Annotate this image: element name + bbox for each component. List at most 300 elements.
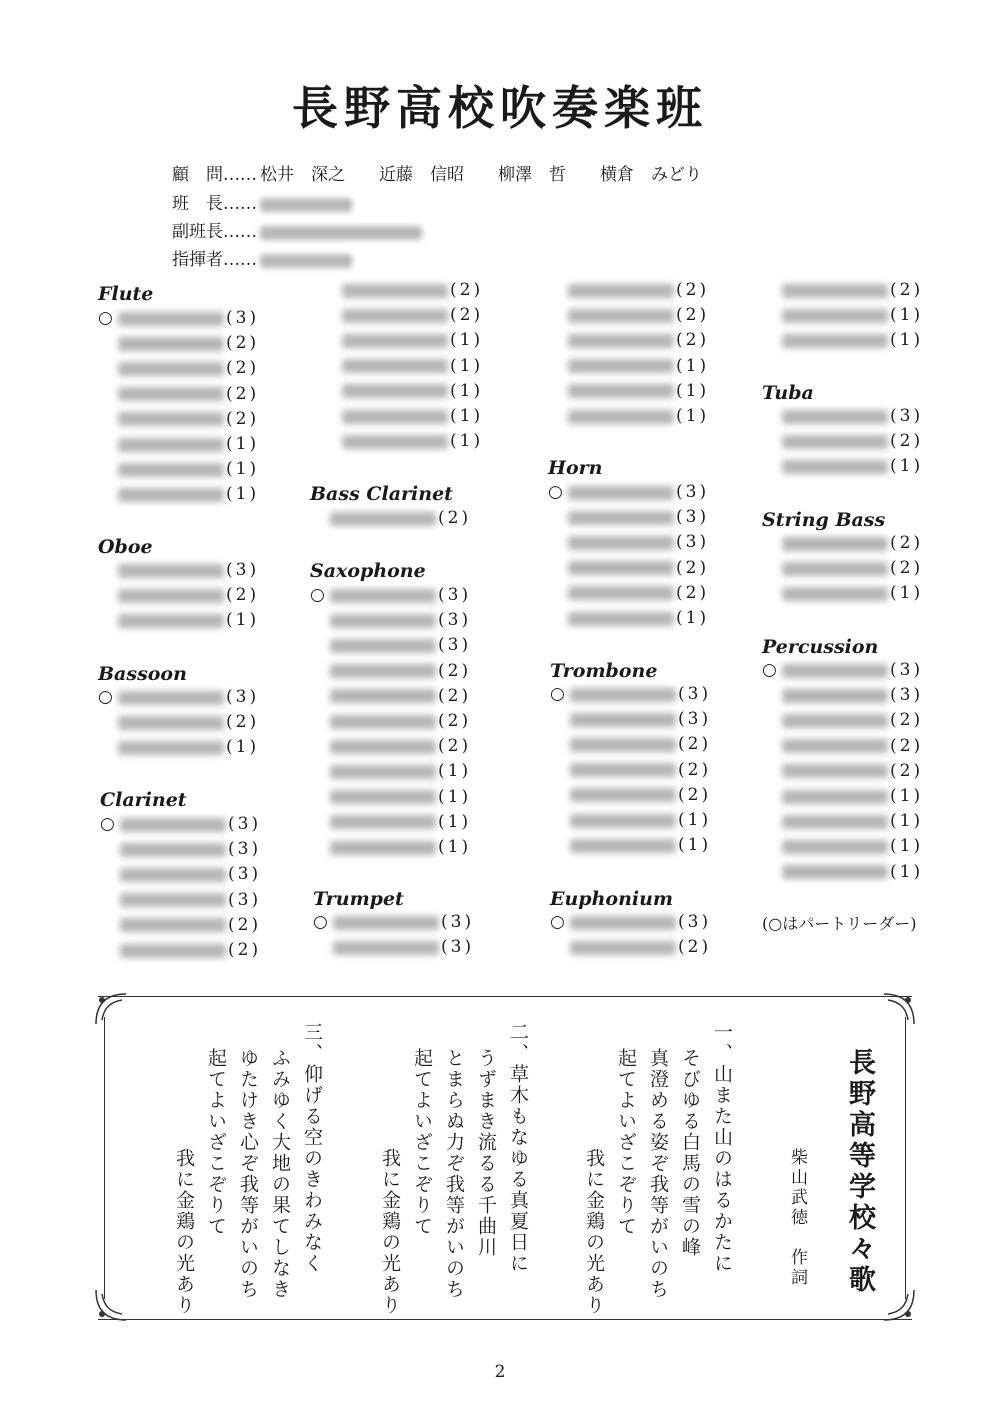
redacted-name: [570, 788, 676, 802]
member-year: (3): [226, 308, 260, 328]
redacted-name: [342, 284, 448, 298]
member-row: [550, 912, 711, 937]
redacted-name: [118, 614, 224, 628]
member-year: (2): [226, 358, 260, 379]
member-year: (1): [226, 434, 260, 454]
member-year: (2): [678, 937, 712, 958]
redacted-name: [782, 840, 888, 854]
member-year: (3): [226, 560, 260, 580]
section-heading: Tuba: [762, 382, 814, 404]
staff-names: [260, 165, 736, 185]
member-row: [550, 709, 711, 734]
member-row: [762, 862, 923, 887]
redacted-name: [330, 664, 436, 678]
member-year: (2): [678, 734, 712, 755]
verse-line: ゆたけき心ぞ我等がいのち: [237, 1048, 259, 1300]
member-year: (2): [438, 736, 472, 757]
member-year: (1): [676, 608, 710, 628]
member-year: (1): [890, 583, 924, 604]
member-row: [310, 585, 471, 610]
redacted-name: [782, 689, 888, 703]
corner-ornament-icon: [880, 990, 918, 1028]
member-year: (3): [228, 864, 262, 885]
redacted-name: [330, 512, 436, 526]
member-year: (3): [678, 709, 712, 730]
member-row: [762, 761, 923, 786]
part-leader-mark: ○: [98, 308, 113, 328]
member-year: (2): [678, 759, 712, 780]
redacted-name: [570, 713, 676, 727]
member-row: [322, 381, 483, 406]
member-row: [548, 608, 709, 633]
member-row: [98, 384, 259, 409]
part-leader-mark: ○: [313, 912, 328, 932]
member-year: (1): [438, 837, 472, 857]
member-year: (2): [676, 330, 710, 351]
song-author: 柴山武徳 作詞: [787, 1148, 807, 1288]
member-row: [310, 837, 471, 862]
member-year: (2): [676, 582, 710, 603]
staff-role-label: 班 長……: [172, 194, 257, 214]
member-row: [98, 409, 259, 434]
member-year: (1): [678, 810, 712, 830]
verse-line: うずまき流るる千曲川: [475, 1048, 497, 1258]
redacted-name: [120, 843, 226, 857]
member-year: (1): [450, 355, 484, 376]
member-year: (2): [226, 712, 260, 733]
part-leader-mark: ○: [550, 684, 565, 704]
member-year: (2): [228, 940, 262, 960]
redacted-name: [260, 254, 352, 268]
redacted-name: [568, 511, 674, 525]
verse-line: 起てよいざこぞりて: [615, 1048, 637, 1237]
redacted-name: [330, 815, 436, 829]
member-year: (2): [450, 305, 484, 326]
member-row: [98, 434, 259, 459]
member-year: (3): [228, 889, 262, 910]
member-row: [98, 737, 259, 762]
member-year: (2): [678, 784, 712, 805]
redacted-name: [260, 226, 422, 240]
member-row: [322, 431, 483, 456]
member-year: (1): [226, 610, 260, 631]
redacted-name: [342, 410, 448, 424]
member-row: [310, 635, 471, 660]
section-heading: Flute: [98, 283, 154, 305]
redacted-name: [120, 893, 226, 907]
member-year: (2): [676, 305, 710, 326]
member-year: (1): [890, 330, 924, 351]
corner-ornament-icon: [92, 990, 130, 1028]
member-year: (1): [890, 786, 924, 806]
member-year: (3): [226, 687, 260, 707]
staff-names: [260, 194, 386, 214]
redacted-name: [782, 790, 888, 804]
redacted-name: [568, 359, 674, 373]
member-year: (2): [890, 760, 924, 781]
redacted-name: [570, 738, 676, 752]
section-heading: Trombone: [550, 660, 658, 682]
member-year: (1): [676, 406, 710, 426]
redacted-name: [118, 691, 224, 705]
redacted-name: [330, 740, 436, 754]
member-year: (2): [890, 280, 924, 300]
member-year: (1): [438, 811, 472, 832]
verse-line: 真澄める姿ぞ我等がいのち: [647, 1048, 669, 1300]
redacted-name: [782, 562, 888, 576]
member-year: (2): [890, 710, 924, 731]
member-row: [100, 940, 261, 965]
member-row: [98, 308, 259, 333]
redacted-name: [120, 868, 226, 882]
member-year: (2): [450, 280, 484, 300]
part-leader-mark: ○: [762, 660, 777, 680]
member-row: [762, 583, 923, 608]
part-leader-mark: ○: [98, 687, 113, 707]
member-year: (1): [450, 330, 484, 351]
part-leader-mark: ○: [550, 912, 565, 932]
section-heading: Clarinet: [100, 789, 187, 811]
redacted-name: [782, 664, 888, 678]
member-row: [762, 558, 923, 583]
member-year: (3): [678, 684, 712, 704]
member-row: [310, 787, 471, 812]
member-row: [322, 356, 483, 381]
member-row: [550, 785, 711, 810]
part-leader-mark: ○: [548, 482, 563, 502]
member-row: [322, 305, 483, 330]
member-year: (2): [438, 660, 472, 681]
member-year: (2): [226, 585, 260, 606]
member-year: (1): [890, 811, 924, 832]
redacted-name: [118, 362, 224, 376]
redacted-name: [342, 435, 448, 449]
member-year: (2): [890, 735, 924, 756]
member-year: (1): [226, 737, 260, 758]
member-row: [762, 710, 923, 735]
redacted-name: [120, 818, 226, 832]
member-year: (3): [890, 660, 924, 680]
member-year: (1): [676, 380, 710, 401]
member-row: [762, 280, 923, 305]
verse-line: 我に金鶏の光あり: [173, 1148, 195, 1316]
redacted-name: [782, 764, 888, 778]
redacted-name: [120, 944, 226, 958]
member-row: [762, 406, 923, 431]
member-row: [550, 835, 711, 860]
redacted-name: [782, 815, 888, 829]
member-row: [310, 661, 471, 686]
redacted-name: [782, 865, 888, 879]
redacted-name: [118, 412, 224, 426]
redacted-name: [570, 814, 676, 828]
verse-line: そびゆる白馬の雪の峰: [679, 1048, 701, 1258]
member-row: [550, 734, 711, 759]
redacted-name: [568, 384, 674, 398]
redacted-name: [118, 337, 224, 351]
member-year: (3): [441, 912, 475, 932]
redacted-name: [782, 714, 888, 728]
redacted-name: [782, 460, 888, 474]
redacted-name: [118, 589, 224, 603]
redacted-name: [333, 916, 439, 930]
redacted-name: [120, 918, 226, 932]
member-year: (2): [438, 711, 472, 731]
member-year: (3): [676, 507, 710, 528]
member-year: (1): [450, 380, 484, 401]
staff-row: [172, 245, 386, 269]
staff-name: 松井 深之: [260, 165, 345, 185]
member-row: [550, 937, 711, 962]
member-year: (1): [450, 431, 484, 452]
redacted-name: [782, 410, 888, 424]
verse-line: ふみゆく大地の果てしなき: [269, 1048, 291, 1300]
redacted-name: [568, 612, 674, 626]
member-row: [100, 864, 261, 889]
redacted-name: [342, 359, 448, 373]
redacted-name: [568, 284, 674, 298]
redacted-name: [342, 309, 448, 323]
redacted-name: [782, 537, 888, 551]
member-year: (2): [676, 557, 710, 578]
member-row: [550, 810, 711, 835]
section-heading: Bass Clarinet: [310, 483, 453, 505]
member-year: (1): [678, 835, 712, 856]
redacted-name: [782, 435, 888, 449]
member-row: [100, 839, 261, 864]
redacted-name: [330, 614, 436, 628]
member-row: [98, 712, 259, 737]
staff-row: [172, 189, 386, 213]
redacted-name: [570, 839, 676, 853]
member-year: (2): [228, 914, 262, 935]
redacted-name: [118, 488, 224, 502]
redacted-name: [260, 198, 352, 212]
redacted-name: [782, 334, 888, 348]
member-row: [762, 533, 923, 558]
member-row: [548, 482, 709, 507]
member-row: [310, 761, 471, 786]
part-leader-note: (○はパートリーダー): [762, 914, 917, 933]
member-row: [762, 456, 923, 481]
song-title: 長野高等学校々歌: [844, 1048, 875, 1296]
staff-names: [260, 222, 456, 242]
redacted-name: [568, 561, 674, 575]
verse-line: とまらぬ力ぞ我等がいのち: [443, 1048, 465, 1300]
redacted-name: [118, 463, 224, 477]
redacted-name: [118, 438, 224, 452]
redacted-name: [330, 639, 436, 653]
member-row: [310, 812, 471, 837]
part-leader-mark: ○: [100, 814, 115, 834]
member-row: [548, 305, 709, 330]
member-row: [322, 406, 483, 431]
staff-role-label: 指揮者……: [172, 250, 257, 270]
redacted-name: [782, 587, 888, 601]
staff-row: [172, 160, 736, 184]
member-year: (3): [228, 814, 262, 834]
verse-line: 一、山また山のはるかたに: [711, 1022, 733, 1274]
section-heading: Bassoon: [98, 663, 187, 685]
member-row: [762, 305, 923, 330]
member-row: [100, 915, 261, 940]
staff-role-label: 副班長……: [172, 222, 257, 242]
redacted-name: [330, 589, 436, 603]
member-year: (3): [438, 610, 472, 631]
member-year: (3): [890, 685, 924, 706]
member-row: [550, 760, 711, 785]
member-row: [98, 687, 259, 712]
member-year: (2): [226, 333, 260, 354]
member-row: [98, 333, 259, 358]
redacted-name: [333, 941, 439, 955]
member-row: [548, 532, 709, 557]
corner-ornament-icon: [92, 1286, 130, 1324]
member-year: (1): [890, 836, 924, 857]
member-year: (2): [438, 508, 472, 528]
member-row: [548, 558, 709, 583]
redacted-name: [342, 384, 448, 398]
member-year: (3): [890, 406, 924, 426]
member-year: (1): [450, 406, 484, 426]
member-row: [310, 686, 471, 711]
verse-line: 我に金鶏の光あり: [583, 1148, 605, 1316]
redacted-name: [570, 941, 676, 955]
redacted-name: [570, 763, 676, 777]
member-year: (3): [441, 937, 475, 958]
redacted-name: [568, 410, 674, 424]
staff-role-label: 顧 問……: [172, 165, 257, 185]
member-row: [548, 280, 709, 305]
member-row: [548, 356, 709, 381]
section-heading: String Bass: [762, 509, 886, 531]
redacted-name: [568, 309, 674, 323]
member-row: [762, 330, 923, 355]
member-row: [310, 508, 471, 533]
member-year: (1): [438, 786, 472, 807]
member-year: (2): [890, 431, 924, 452]
redacted-name: [782, 739, 888, 753]
member-row: [310, 736, 471, 761]
corner-ornament-icon: [880, 1286, 918, 1324]
redacted-name: [570, 688, 676, 702]
redacted-name: [118, 312, 224, 326]
member-row: [548, 381, 709, 406]
member-row: [762, 736, 923, 761]
member-row: [548, 406, 709, 431]
verse-line: 我に金鶏の光あり: [379, 1148, 401, 1316]
member-row: [762, 660, 923, 685]
member-row: [100, 814, 261, 839]
member-row: [310, 711, 471, 736]
section-heading: Saxophone: [310, 560, 426, 582]
member-row: [762, 836, 923, 861]
redacted-name: [118, 716, 224, 730]
member-year: (1): [226, 484, 260, 505]
redacted-name: [570, 916, 676, 930]
section-heading: Percussion: [762, 636, 879, 658]
member-row: [310, 610, 471, 635]
verse-line: 二、草木もなゆる真夏日に: [507, 1022, 529, 1274]
member-year: (3): [676, 532, 710, 553]
redacted-name: [330, 689, 436, 703]
member-year: (2): [438, 685, 472, 706]
redacted-name: [118, 564, 224, 578]
member-year: (1): [226, 459, 260, 480]
member-row: [313, 912, 474, 937]
member-year: (3): [228, 839, 262, 860]
member-row: [548, 330, 709, 355]
member-row: [322, 330, 483, 355]
redacted-name: [330, 841, 436, 855]
redacted-name: [330, 765, 436, 779]
member-year: (3): [678, 912, 712, 932]
member-year: (2): [890, 558, 924, 579]
verse-line: 起てよいざこぞりて: [205, 1048, 227, 1237]
redacted-name: [330, 790, 436, 804]
member-row: [322, 280, 483, 305]
page-title: 長野高校吹奏楽班: [292, 81, 708, 135]
member-year: (3): [676, 482, 710, 502]
redacted-name: [342, 334, 448, 348]
staff-name: 柳澤 哲: [498, 165, 566, 185]
member-row: [548, 507, 709, 532]
member-row: [98, 459, 259, 484]
staff-row: [172, 217, 456, 241]
section-heading: Oboe: [98, 536, 153, 558]
member-year: (3): [438, 635, 472, 656]
verse-line: 三、仰げる空のきわみなく: [301, 1022, 323, 1274]
redacted-name: [782, 284, 888, 298]
member-year: (1): [890, 861, 924, 882]
member-year: (1): [890, 456, 924, 477]
redacted-name: [568, 586, 674, 600]
member-row: [762, 685, 923, 710]
page-number: 2: [494, 1362, 506, 1382]
member-row: [762, 431, 923, 456]
member-row: [762, 811, 923, 836]
section-heading: Trumpet: [313, 888, 404, 910]
redacted-name: [330, 715, 436, 729]
member-row: [98, 358, 259, 383]
redacted-name: [568, 536, 674, 550]
staff-names: [260, 250, 386, 270]
member-row: [313, 937, 474, 962]
member-year: (1): [890, 305, 924, 326]
member-year: (3): [438, 585, 472, 605]
member-row: [98, 610, 259, 635]
redacted-name: [118, 387, 224, 401]
member-year: (2): [226, 408, 260, 429]
member-row: [548, 583, 709, 608]
redacted-name: [568, 486, 674, 500]
member-year: (2): [676, 280, 710, 300]
member-year: (2): [226, 383, 260, 404]
verse-line: 起てよいざこぞりて: [411, 1048, 433, 1237]
section-heading: Horn: [548, 457, 603, 479]
redacted-name: [118, 741, 224, 755]
member-row: [100, 890, 261, 915]
member-row: [550, 684, 711, 709]
staff-name: 近藤 信昭: [379, 165, 464, 185]
member-year: (1): [676, 355, 710, 376]
staff-name: 横倉 みどり: [600, 165, 702, 185]
section-heading: Euphonium: [550, 888, 674, 910]
member-row: [98, 560, 259, 585]
part-leader-mark: ○: [310, 585, 325, 605]
member-year: (2): [890, 533, 924, 553]
redacted-name: [568, 334, 674, 348]
